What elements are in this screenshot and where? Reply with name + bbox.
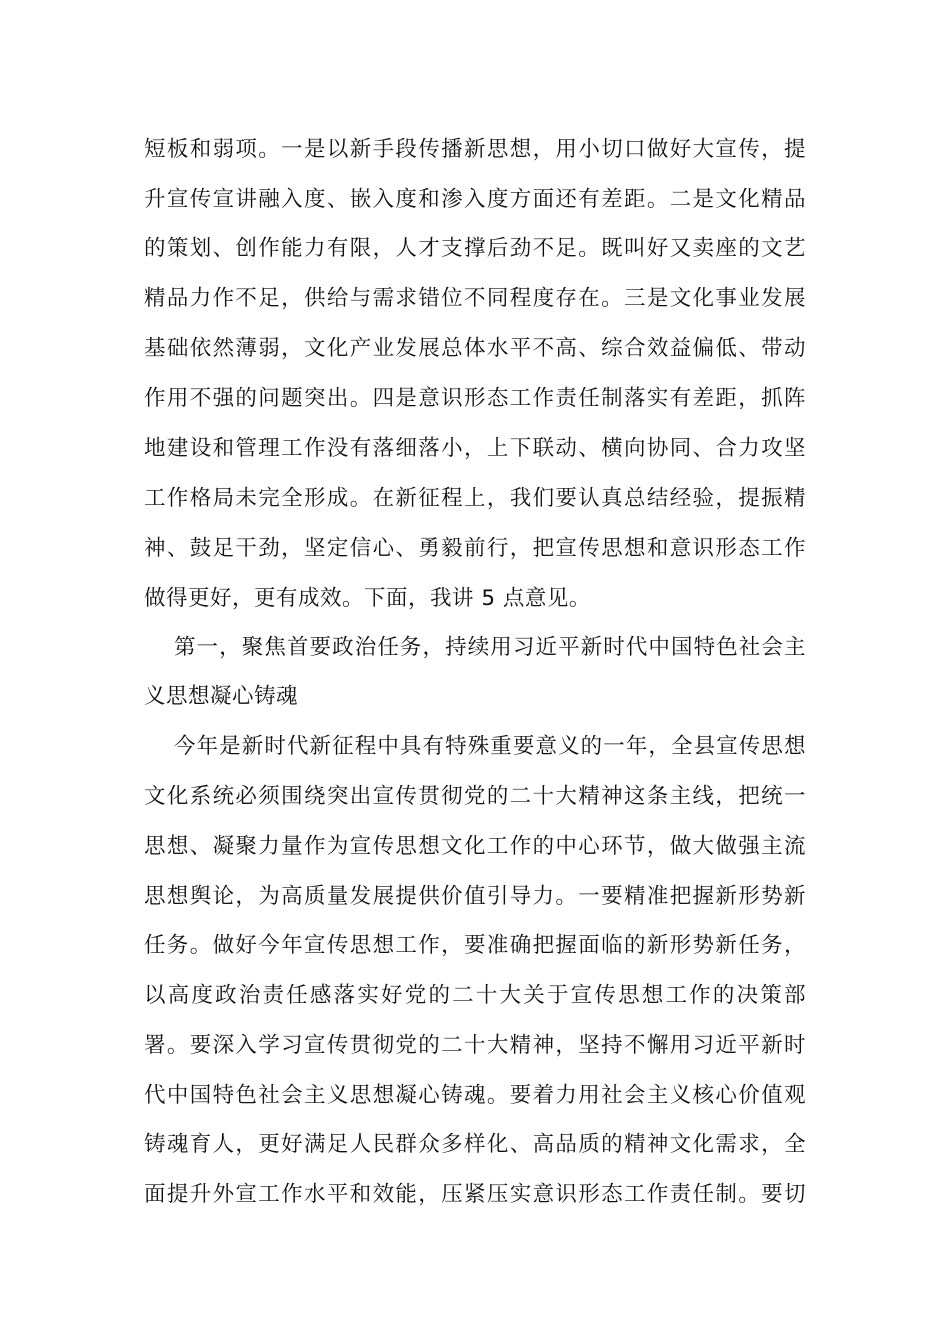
paragraph-1-line-9: 神、鼓足干劲，坚定信心、勇毅前行，把宣传思想和意识形态工作 — [144, 536, 806, 561]
paragraph-1-line-4: 精品力作不足，供给与需求错位不同程度存在。三是文化事业发展 — [144, 286, 806, 311]
paragraph-3-line-6: 以高度政治责任感落实好党的二十大关于宣传思想工作的决策部 — [144, 983, 806, 1008]
section-heading-line-2: 义思想凝心铸魂 — [144, 684, 299, 709]
paragraph-1-line-6: 作用不强的问题突出。四是意识形态工作责任制落实有差距，抓阵 — [144, 386, 806, 411]
section-heading-line-1: 第一，聚焦首要政治任务，持续用习近平新时代中国特色社会主 — [174, 635, 806, 660]
paragraph-3-line-4: 思想舆论，为高质量发展提供价值引导力。一要精准把握新形势新 — [144, 884, 806, 909]
paragraph-3-line-2: 文化系统必须围绕突出宣传贯彻党的二十大精神这条主线，把统一 — [144, 784, 806, 809]
paragraph-3-line-3: 思想、凝聚力量作为宣传思想文化工作的中心环节，做大做强主流 — [144, 834, 806, 859]
paragraph-3-line-9: 铸魂育人，更好满足人民群众多样化、高品质的精神文化需求，全 — [144, 1132, 806, 1157]
paragraph-3-line-8: 代中国特色社会主义思想凝心铸魂。要着力用社会主义核心价值观 — [144, 1083, 806, 1108]
paragraph-3-line-1: 今年是新时代新征程中具有特殊重要意义的一年，全县宣传思想 — [174, 734, 806, 759]
paragraph-3-line-5: 任务。做好今年宣传思想工作，要准确把握面临的新形势新任务， — [144, 933, 806, 958]
paragraph-1-line-5: 基础依然薄弱，文化产业发展总体水平不高、综合效益偏低、带动 — [144, 336, 806, 361]
paragraph-1-line-2: 升宣传宣讲融入度、嵌入度和渗入度方面还有差距。二是文化精品 — [144, 187, 806, 212]
paragraph-3-line-7: 署。要深入学习宣传贯彻党的二十大精神，坚持不懈用习近平新时 — [144, 1033, 806, 1058]
paragraph-1-line-8: 工作格局未完全形成。在新征程上，我们要认真总结经验，提振精 — [144, 486, 806, 511]
paragraph-3-line-10: 面提升外宣工作水平和效能，压紧压实意识形态工作责任制。要切 — [144, 1182, 806, 1207]
paragraph-1-line-10: 做得更好，更有成效。下面，我讲 5 点意见。 — [144, 586, 591, 611]
paragraph-1-line-7: 地建设和管理工作没有落细落小，上下联动、横向协同、合力攻坚 — [144, 436, 806, 461]
paragraph-1-line-3: 的策划、创作能力有限，人才支撑后劲不足。既叫好又卖座的文艺 — [144, 236, 806, 261]
paragraph-1-line-1: 短板和弱项。一是以新手段传播新思想，用小切口做好大宣传，提 — [144, 137, 806, 162]
